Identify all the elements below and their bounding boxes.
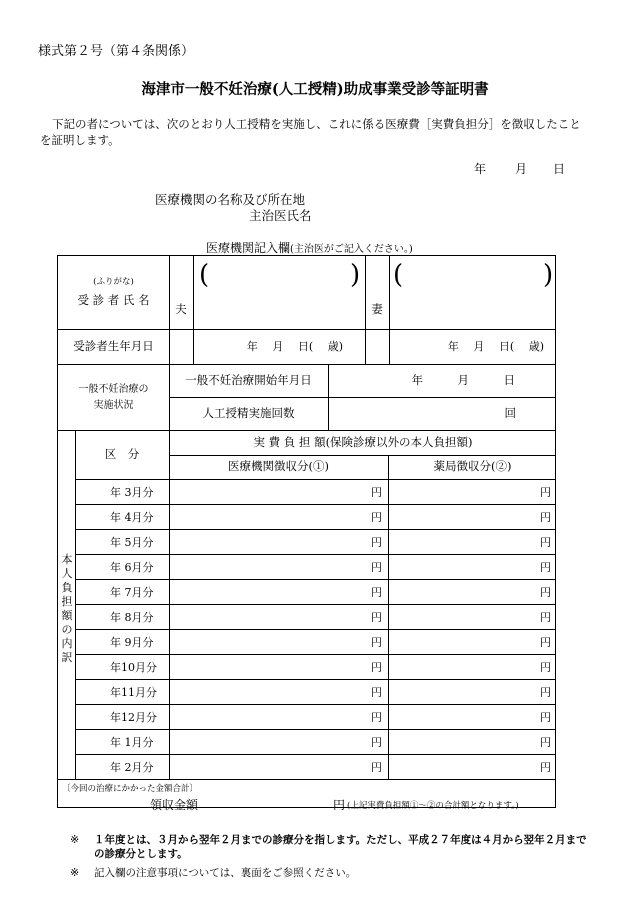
page-title: 海津市一般不妊治療(人工授精)助成事業受診等証明書: [141, 81, 489, 98]
count-label: 人工授精実施回数: [202, 406, 295, 420]
col2-amount-field[interactable]: 円: [540, 661, 551, 674]
col2-amount-field[interactable]: 円: [540, 611, 551, 624]
col2-amount-field[interactable]: 円: [540, 686, 551, 699]
month-label: 年10月分: [110, 661, 157, 674]
col1-amount-field[interactable]: 円: [371, 711, 382, 724]
total-label-small: 〔今回の治療にかかった金額合計〕: [62, 784, 199, 794]
divider: [75, 629, 555, 630]
wife-name-open-paren: (: [393, 260, 404, 290]
doctor-label: 主治医氏名: [249, 208, 312, 223]
divider: [58, 430, 555, 431]
month-label: 年 8月分: [110, 611, 154, 624]
divider: [75, 529, 555, 530]
col1-amount-field[interactable]: 円: [371, 611, 382, 624]
wife-dob-field[interactable]: 年 月 日( 歳): [447, 340, 544, 353]
wife-label: 妻: [371, 302, 383, 316]
breakdown-side-label: [60, 553, 74, 665]
section-title-text: 医療機関記入欄: [206, 241, 291, 255]
col2-amount-field[interactable]: 円: [540, 586, 551, 599]
side-label-char: 本: [61, 553, 73, 566]
date-month: 月: [515, 162, 528, 176]
col1-amount-field[interactable]: 円: [371, 761, 382, 774]
section-title-note: (主治医がご記入ください。): [290, 244, 413, 255]
divider: [75, 679, 555, 680]
divider: [75, 654, 555, 655]
form-number: 様式第２号（第４条関係）: [38, 44, 195, 59]
col1-amount-field[interactable]: 円: [371, 686, 382, 699]
month-label: 年 2月分: [110, 761, 154, 774]
col1-amount-field[interactable]: 円: [371, 736, 382, 749]
total-yen[interactable]: 円: [333, 798, 346, 812]
note-1: １年度とは、３月から翌年２月までの診療分を指します。ただし、平成２７年度は４月から翌年２月までの診療分とします。: [94, 834, 587, 860]
col1-amount-field[interactable]: 円: [371, 561, 382, 574]
note-mark-1: ※: [70, 833, 80, 846]
divider: [75, 729, 555, 730]
date-year: 年: [474, 162, 487, 176]
month-label: 年 7月分: [110, 586, 154, 599]
col2-amount-field[interactable]: 円: [540, 486, 551, 499]
side-label-char: 負: [61, 581, 73, 594]
month-label: 年 9月分: [110, 636, 154, 649]
divider: [75, 579, 555, 580]
institution-label: 医療機関の名称及び所在地: [155, 192, 306, 207]
divider: [169, 397, 555, 398]
col1-header: 医療機関徴収分(①): [228, 459, 329, 473]
divider: [75, 479, 555, 480]
count-field[interactable]: 回: [504, 406, 516, 420]
side-label-char: 人: [61, 567, 73, 580]
category-header: 区 分: [104, 447, 140, 461]
col2-amount-field[interactable]: 円: [540, 536, 551, 549]
note-mark-2: ※: [70, 866, 80, 879]
divider: [388, 455, 389, 779]
divider: [58, 364, 555, 365]
side-label-char: の: [61, 623, 73, 636]
total-label: 領収金額: [150, 798, 199, 812]
divider: [328, 364, 329, 430]
intro-text: 下記の者については、次のとおり人工授精を実施し、これに係る医療費［実費負担分］を徴収したことを証明します。: [40, 117, 581, 147]
start-date-field[interactable]: 年 月 日: [411, 373, 515, 387]
month-label: 年 3月分: [110, 486, 154, 499]
divider: [169, 256, 170, 430]
col2-amount-field[interactable]: 円: [540, 561, 551, 574]
date-day: 日: [553, 162, 566, 176]
divider: [58, 329, 555, 330]
col1-amount-field[interactable]: 円: [371, 586, 382, 599]
total-note: (上記実費負担額①～②の合計額となります。): [347, 801, 519, 811]
col1-amount-field[interactable]: 円: [371, 486, 382, 499]
month-label: 年11月分: [110, 686, 157, 699]
divider: [58, 779, 555, 780]
month-label: 年 5月分: [110, 536, 154, 549]
husband-name-close-paren: ): [350, 260, 361, 290]
divider: [75, 504, 555, 505]
status-label-line2: 実施状況: [93, 400, 134, 411]
col2-amount-field[interactable]: 円: [540, 636, 551, 649]
divider: [169, 430, 170, 779]
month-label: 年 1月分: [110, 736, 154, 749]
col2-amount-field[interactable]: 円: [540, 511, 551, 524]
side-label-char: 額: [61, 609, 73, 622]
patient-name-label: 受 診 者 氏 名: [77, 293, 150, 307]
divider: [75, 430, 76, 779]
col1-amount-field[interactable]: 円: [371, 536, 382, 549]
month-label: 年12月分: [110, 711, 157, 724]
start-date-label: 一般不妊治療開始年月日: [185, 373, 312, 387]
wife-name-close-paren: ): [543, 260, 554, 290]
side-label-char: 担: [61, 595, 73, 608]
furigana-label: (ふりがな): [93, 277, 134, 287]
col2-amount-field[interactable]: 円: [540, 736, 551, 749]
note-2: 記入欄の注意事項については、裏面をご参照ください。: [94, 867, 357, 879]
divider: [169, 455, 555, 456]
month-label: 年 4月分: [110, 511, 154, 524]
divider: [75, 554, 555, 555]
status-label-line1: 一般不妊治療の: [78, 384, 149, 395]
divider: [75, 754, 555, 755]
certificate-form: [57, 255, 556, 812]
month-label: 年 6月分: [110, 561, 154, 574]
col2-header: 薬局徴収分(②): [433, 459, 512, 473]
divider: [75, 604, 555, 605]
col2-amount-field[interactable]: 円: [540, 711, 551, 724]
side-label-char: 訳: [61, 651, 73, 664]
dob-label: 受診者生年月日: [73, 339, 154, 353]
husband-label: 夫: [175, 302, 187, 316]
divider: [75, 704, 555, 705]
col1-amount-field[interactable]: 円: [371, 661, 382, 674]
husband-name-open-paren: (: [199, 260, 210, 290]
cost-header: 実 費 負 担 額(保険診療以外の本人負担額): [253, 435, 473, 449]
col2-amount-field[interactable]: 円: [540, 761, 551, 774]
col1-amount-field[interactable]: 円: [371, 636, 382, 649]
side-label-char: 内: [61, 637, 73, 650]
husband-dob-field[interactable]: 年 月 日( 歳): [246, 340, 343, 353]
col1-amount-field[interactable]: 円: [371, 511, 382, 524]
section-title: [206, 239, 413, 256]
